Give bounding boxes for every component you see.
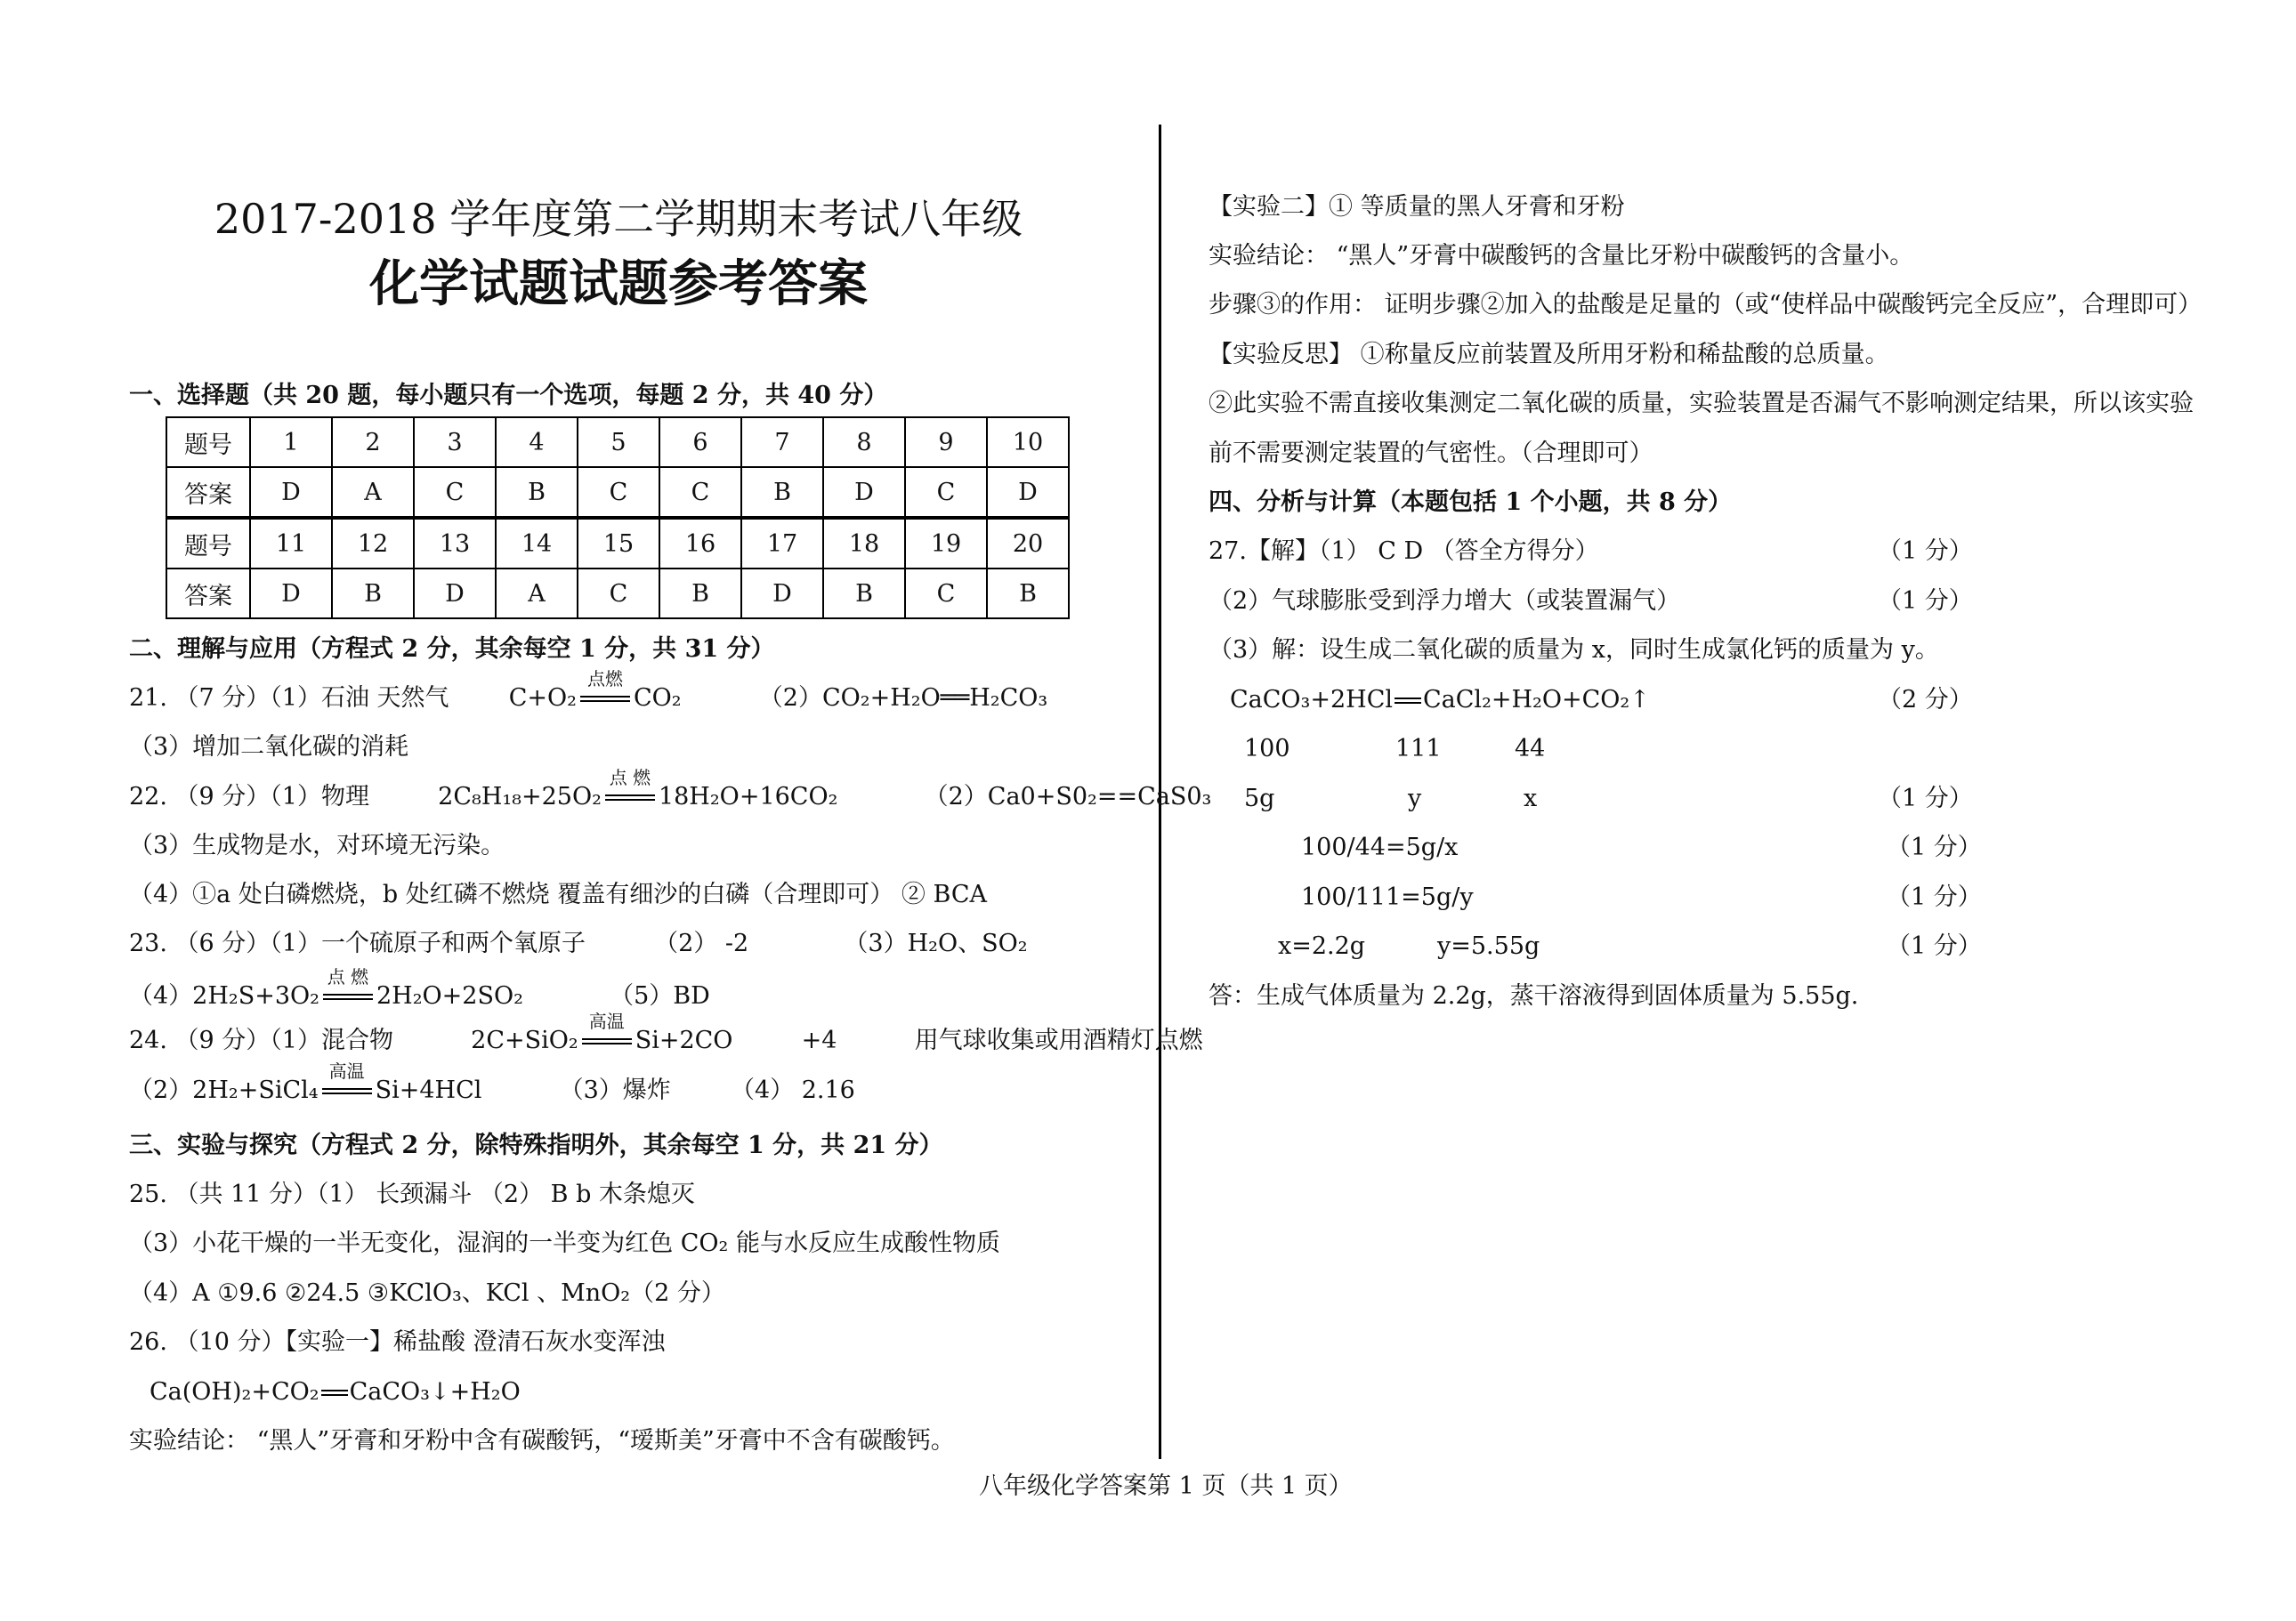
condition-arrow bbox=[322, 1061, 372, 1109]
right-line-3: 步骤③的作用： 证明步骤②加入的盐酸是足量的（或“使样品中碳酸钙完全反应”，合理即可） bbox=[1209, 291, 2203, 319]
q27-equation bbox=[1230, 682, 1650, 718]
equals-sign bbox=[1395, 698, 1421, 704]
q21-equation-right: CO₂ bbox=[633, 684, 682, 712]
condition-label: 点 燃 bbox=[609, 767, 651, 788]
table-cell: B bbox=[741, 467, 823, 518]
condition-label: 点 燃 bbox=[327, 966, 369, 988]
condition-label: 点燃 bbox=[586, 668, 623, 690]
q26-equation-right: CaCO₃↓+H₂O bbox=[349, 1378, 521, 1406]
q21-line-1 bbox=[129, 668, 1048, 716]
ratio-1: 100/44=5g/x bbox=[1301, 834, 1459, 861]
table-cell: 16 bbox=[659, 518, 741, 569]
table-cell: 15 bbox=[578, 518, 659, 569]
right-line-4: 【实验反思】 ①称量反应前装置及所用牙粉和稀盐酸的总质量。 bbox=[1209, 341, 1889, 368]
q23-part-3: （3）H₂O、SO₂ bbox=[844, 930, 1028, 957]
variable-2: y bbox=[1408, 785, 1422, 812]
table-cell: 2 bbox=[332, 417, 414, 467]
q23-part-2: （2） -2 bbox=[654, 930, 749, 957]
table-cell: C bbox=[578, 569, 659, 618]
q23-part-5: （5）BD bbox=[610, 982, 710, 1010]
condition-arrow bbox=[323, 966, 373, 1014]
table-cell: B bbox=[659, 569, 741, 618]
q22-part-1: 22. （9 分）（1）物理 bbox=[129, 783, 369, 810]
q26-line-3: 实验结论： “黑人”牙膏和牙粉中含有碳酸钙，“瑷斯美”牙膏中不含有碳酸钙。 bbox=[129, 1427, 955, 1455]
score-6: （1 分） bbox=[1887, 883, 1982, 911]
variable-1: 5g bbox=[1244, 785, 1275, 812]
table-cell: A bbox=[332, 467, 414, 518]
q24-equation-right-2: Si+4HCl bbox=[375, 1077, 482, 1104]
right-line-2: 实验结论： “黑人”牙膏中碳酸钙的含量比牙粉中碳酸钙的含量小。 bbox=[1209, 242, 1914, 270]
section-4-heading: 四、分析与计算（本题包括 1 个小题，共 8 分） bbox=[1209, 488, 1733, 516]
table-cell: B bbox=[332, 569, 414, 618]
table-row bbox=[166, 518, 1069, 569]
q27-line-3: （3）解：设生成二氧化碳的质量为 x，同时生成氯化钙的质量为 y。 bbox=[1209, 636, 1939, 664]
table-label-question: 题号 bbox=[166, 518, 250, 569]
section-3-heading: 三、实验与探究（方程式 2 分，除特殊指明外，其余每空 1 分，共 21 分） bbox=[129, 1132, 943, 1159]
q27-equation-left: CaCO₃+2HCl bbox=[1230, 686, 1394, 714]
table-cell: D bbox=[414, 569, 496, 618]
condition-label: 高温 bbox=[588, 1011, 625, 1032]
table-row bbox=[166, 417, 1069, 467]
q24-part-5: （3）爆炸 bbox=[559, 1077, 671, 1104]
table-cell: D bbox=[823, 467, 905, 518]
result-x: x=2.2g bbox=[1278, 932, 1366, 960]
q22-line-2: （3）生成物是水，对环境无污染。 bbox=[129, 832, 505, 859]
table-cell: B bbox=[823, 569, 905, 618]
table-cell: 1 bbox=[250, 417, 332, 467]
q21-equation-left: C+O₂ bbox=[508, 684, 577, 712]
q21-line-2: （3）增加二氧化碳的消耗 bbox=[129, 733, 409, 761]
right-line-6: 前不需要测定装置的气密性。（合理即可） bbox=[1209, 440, 1653, 467]
condition-label: 高温 bbox=[328, 1061, 365, 1082]
score-4: （1 分） bbox=[1878, 785, 1973, 812]
table-cell: 20 bbox=[987, 518, 1069, 569]
table-label-answer: 答案 bbox=[166, 569, 250, 618]
table-cell: 11 bbox=[250, 518, 332, 569]
q24-part-3: 用气球收集或用酒精灯点燃 bbox=[914, 1027, 1203, 1054]
q22-line-1 bbox=[129, 767, 1212, 815]
table-cell: A bbox=[496, 569, 578, 618]
table-cell: B bbox=[987, 569, 1069, 618]
answer-table bbox=[166, 416, 1070, 619]
right-line-5: ②此实验不需直接收集测定二氧化碳的质量，实验装置是否漏气不影响测定结果，所以该实验 bbox=[1209, 390, 2194, 417]
molar-mass-2: 111 bbox=[1395, 735, 1442, 762]
page-footer: 八年级化学答案第 1 页（共 1 页） bbox=[979, 1472, 1353, 1500]
q24-line-1 bbox=[129, 1011, 1203, 1059]
q24-equation-right: Si+2CO bbox=[635, 1027, 733, 1054]
q22-equation-left: 2C₈H₁₈+25O₂ bbox=[438, 783, 602, 810]
q23-equation-left: （4）2H₂S+3O₂ bbox=[129, 982, 319, 1010]
score-2: （1 分） bbox=[1878, 587, 1973, 615]
q27-equation-right: CaCl₂+H₂O+CO₂↑ bbox=[1423, 686, 1650, 714]
q21-part-1: 21. （7 分）（1）石油 天然气 bbox=[129, 684, 449, 712]
final-answer: 答：生成气体质量为 2.2g，蒸干溶液得到固体质量为 5.55g. bbox=[1209, 982, 1859, 1010]
molar-mass-3: 44 bbox=[1515, 735, 1546, 762]
table-cell: 7 bbox=[741, 417, 823, 467]
table-cell: 13 bbox=[414, 518, 496, 569]
table-cell: C bbox=[578, 467, 659, 518]
q21-part-2: （2）CO₂+H₂O══H₂CO₃ bbox=[758, 684, 1048, 712]
q22-equation-right: 18H₂O+16CO₂ bbox=[658, 783, 838, 810]
section-1-heading: 一、选择题（共 20 题，每小题只有一个选项，每题 2 分，共 40 分） bbox=[129, 382, 888, 409]
q23-part-1: 23. （6 分）（1）一个硫原子和两个氧原子 bbox=[129, 930, 586, 957]
table-cell: C bbox=[905, 467, 987, 518]
q24-part-2: +4 bbox=[801, 1027, 837, 1054]
q25-line-2: （3）小花干燥的一半无变化，湿润的一半变为红色 CO₂ 能与水反应生成酸性物质 bbox=[129, 1230, 1000, 1257]
table-cell: 8 bbox=[823, 417, 905, 467]
table-cell: C bbox=[414, 467, 496, 518]
q27-line-2: （2）气球膨胀受到浮力增大（或装置漏气） bbox=[1209, 587, 1681, 615]
q25-line-3: （4）A ①9.6 ②24.5 ③KClO₃、KCl 、MnO₂（2 分） bbox=[129, 1279, 725, 1307]
variable-3: x bbox=[1524, 785, 1538, 812]
q26-line-1: 26. （10 分）【实验一】稀盐酸 澄清石灰水变浑浊 bbox=[129, 1328, 666, 1356]
q22-part-2: （2）Ca0+S0₂==CaS0₃ bbox=[924, 783, 1212, 810]
table-cell: 19 bbox=[905, 518, 987, 569]
table-cell: 12 bbox=[332, 518, 414, 569]
table-cell: C bbox=[905, 569, 987, 618]
title-line-2: 化学试题试题参考答案 bbox=[369, 254, 868, 313]
table-cell: C bbox=[659, 467, 741, 518]
section-2-heading: 二、理解与应用（方程式 2 分，其余每空 1 分，共 31 分） bbox=[129, 635, 775, 663]
q24-part-1: 24. （9 分）（1）混合物 bbox=[129, 1027, 393, 1054]
table-cell: 18 bbox=[823, 518, 905, 569]
q26-line-2 bbox=[150, 1375, 521, 1410]
q24-equation-left-2: （2）2H₂+SiCl₄ bbox=[129, 1077, 319, 1104]
table-row bbox=[166, 467, 1069, 518]
condition-arrow bbox=[605, 767, 655, 815]
table-cell: D bbox=[741, 569, 823, 618]
condition-arrow bbox=[582, 1011, 632, 1059]
table-cell: 6 bbox=[659, 417, 741, 467]
q24-equation-left: 2C+SiO₂ bbox=[471, 1027, 578, 1054]
q27-line-1: 27.【解】（1） C D （答全方得分） bbox=[1209, 537, 1599, 565]
ratio-2: 100/111=5g/y bbox=[1301, 883, 1474, 911]
q26-equation-left: Ca(OH)₂+CO₂ bbox=[150, 1378, 319, 1406]
table-cell: 3 bbox=[414, 417, 496, 467]
table-cell: D bbox=[250, 467, 332, 518]
score-5: （1 分） bbox=[1887, 834, 1982, 861]
table-label-question: 题号 bbox=[166, 417, 250, 467]
score-3: （2 分） bbox=[1878, 686, 1973, 714]
table-cell: D bbox=[250, 569, 332, 618]
q25-line-1: 25. （共 11 分）（1） 长颈漏斗 （2） B b 木条熄灭 bbox=[129, 1181, 695, 1208]
q24-part-6: （4） 2.16 bbox=[730, 1077, 855, 1104]
q22-line-3: （4）①a 处白磷燃烧，b 处红磷不燃烧 覆盖有细沙的白磷（合理即可） ② BCA bbox=[129, 881, 987, 908]
right-line-1: 【实验二】① 等质量的黑人牙膏和牙粉 bbox=[1209, 193, 1625, 221]
q24-line-2 bbox=[129, 1061, 855, 1109]
table-cell: B bbox=[496, 467, 578, 518]
condition-arrow bbox=[580, 668, 630, 716]
table-cell: 9 bbox=[905, 417, 987, 467]
score-7: （1 分） bbox=[1887, 932, 1982, 960]
title-line-1: 2017-2018 学年度第二学期期末考试八年级 bbox=[214, 195, 1023, 243]
equals-sign bbox=[321, 1390, 348, 1396]
table-cell: D bbox=[987, 467, 1069, 518]
score-1: （1 分） bbox=[1878, 537, 1973, 565]
table-label-answer: 答案 bbox=[166, 467, 250, 518]
table-cell: 14 bbox=[496, 518, 578, 569]
q23-line-1 bbox=[129, 926, 1028, 962]
q23-equation-right: 2H₂O+2SO₂ bbox=[376, 982, 523, 1010]
table-cell: 5 bbox=[578, 417, 659, 467]
table-cell: 17 bbox=[741, 518, 823, 569]
molar-mass-1: 100 bbox=[1244, 735, 1290, 762]
result-y: y=5.55g bbox=[1437, 932, 1540, 960]
table-row bbox=[166, 569, 1069, 618]
table-cell: 10 bbox=[987, 417, 1069, 467]
table-cell: 4 bbox=[496, 417, 578, 467]
